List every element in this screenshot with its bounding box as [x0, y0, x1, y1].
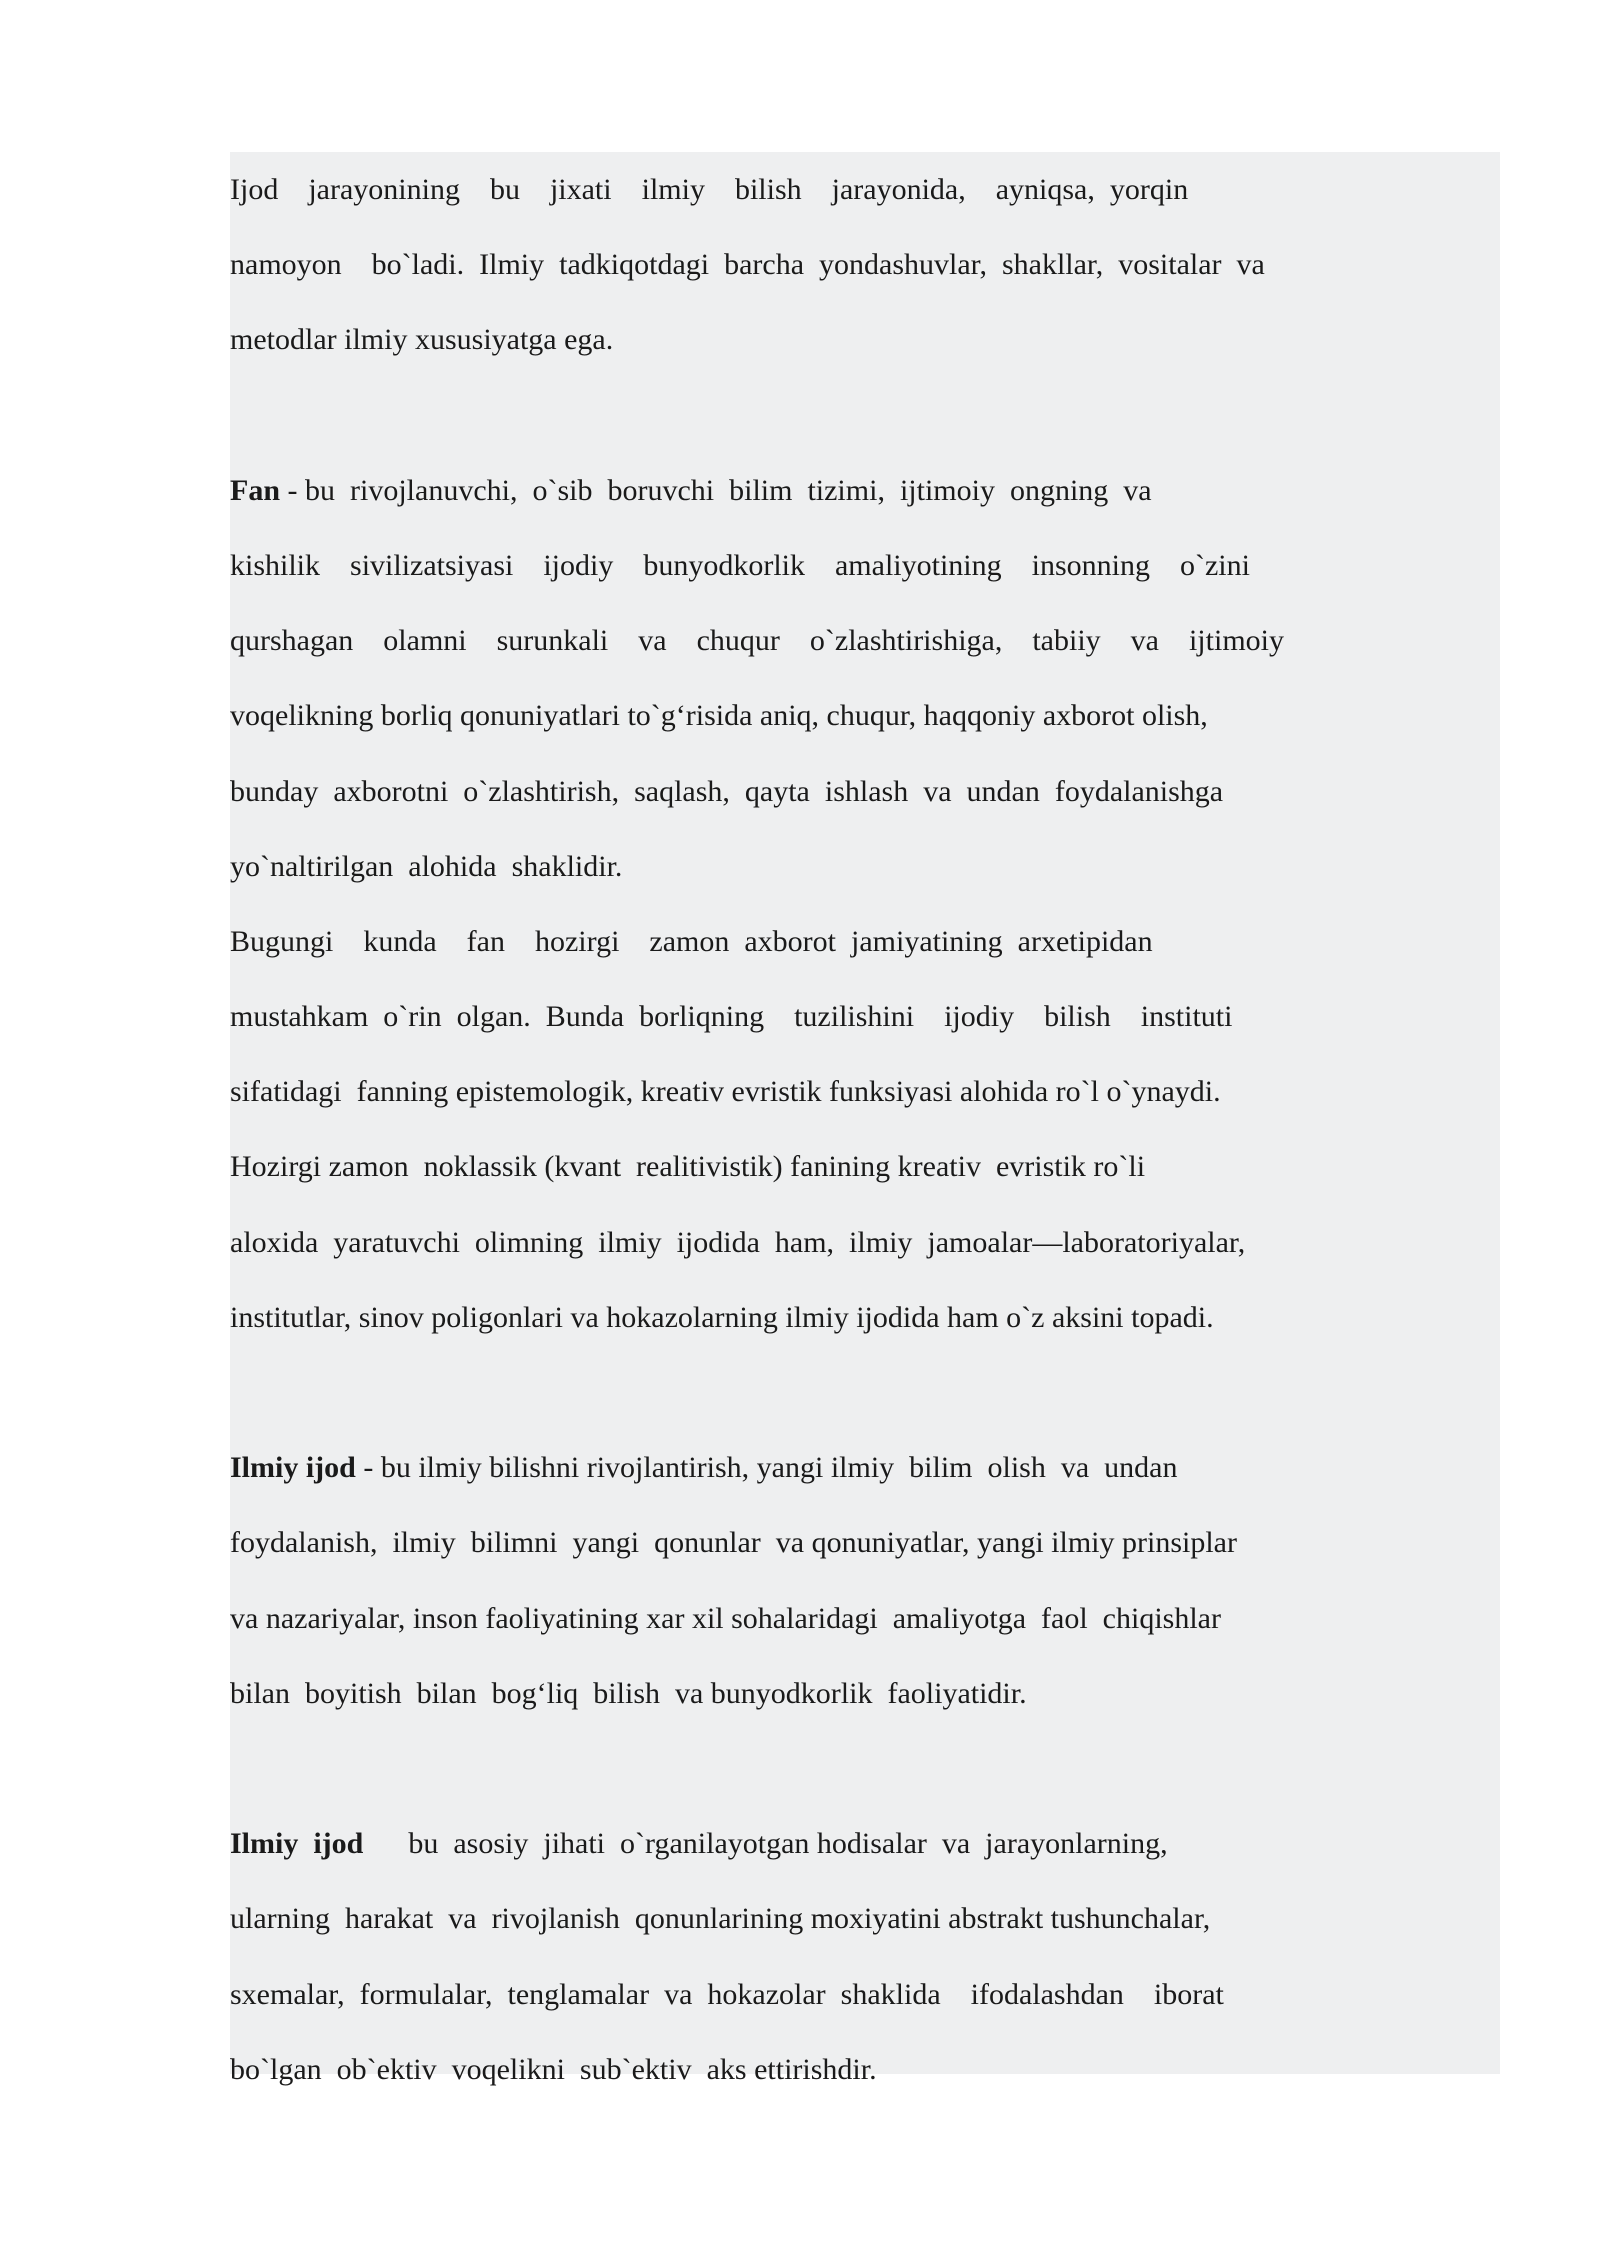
defined-term: Ilmiy ijod: [230, 1827, 364, 1861]
text-line: aloxida yaratuvchi olimning ilmiy ijodida ham, ilmiy jamoalar—laboratoriyalar,: [230, 1225, 1246, 1259]
text-line: [230, 453, 1500, 528]
definition-text: bu asosiy jihati o`rganilayotgan hodisalar va jarayonlarning,: [363, 1827, 1168, 1861]
text-line: yo`naltirilgan alohida shaklidir.: [230, 849, 623, 883]
text-line: namoyon bo`ladi. Ilmiy tadkiqotdagi barcha yondashuvlar, shakllar, vositalar va: [230, 248, 1265, 282]
definition-text: - bu ilmiy bilishni rivojlantirish, yangi ilmiy bilim olish va undan: [355, 1451, 1178, 1485]
blank-line: [230, 1731, 1500, 1806]
text-line: voqelikning borliq qonuniyatlari to`g‘risida aniq, chuqur, haqqoniy axborot olish,: [230, 699, 1208, 733]
defined-term: Ilmiy ijod: [230, 1451, 356, 1485]
text-line: [230, 1430, 1500, 1505]
text-line: institutlar, sinov poligonlari va hokazolarning ilmiy ijodida ham o`z aksini topadi.: [230, 1300, 1214, 1334]
text-line: sifatidagi fanning epistemologik, kreativ evristik funksiyasi alohida ro`l o`ynaydi.: [230, 1075, 1221, 1109]
text-line: bo`lgan ob`ektiv voqelikni sub`ektiv aks ettirishdir.: [230, 2052, 877, 2086]
text-line: bunday axborotni o`zlashtirish, saqlash, qayta ishlash va undan foydalanishga: [230, 774, 1224, 808]
text-line: mustahkam o`rin olgan. Bunda borliqning tuzilishini ijodiy bilish instituti: [230, 1000, 1233, 1034]
text-line: ularning harakat va rivojlanish qonunlarining moxiyatini abstrakt tushunchalar,: [230, 1902, 1211, 1936]
blank-line: [230, 1355, 1500, 1430]
text-line: [230, 1806, 1500, 1881]
document-body: [230, 152, 1500, 2107]
defined-term: Fan: [230, 473, 281, 507]
blank-line: [230, 378, 1500, 453]
text-line: Hozirgi zamon noklassik (kvant realitivistik) fanining kreativ evristik ro`li: [230, 1150, 1146, 1184]
text-line: qurshagan olamni surunkali va chuqur o`zlashtirishiga, tabiiy va ijtimoiy: [230, 624, 1284, 658]
text-line: Ijod jarayonining bu jixati ilmiy bilish jarayonida, ayniqsa, yorqin: [230, 173, 1189, 206]
text-line: Bugungi kunda fan hozirgi zamon axborot jamiyatining arxetipidan: [230, 924, 1153, 958]
text-line: va nazariyalar, inson faoliyatining xar xil sohalaridagi amaliyotga faol chiqishlar: [230, 1601, 1221, 1635]
text-line: bilan boyitish bilan bog‘liq bilish va bunyodkorlik faoliyatidir.: [230, 1676, 1027, 1710]
text-line: foydalanish, ilmiy bilimni yangi qonunlar va qonuniyatlar, yangi ilmiy prinsiplar: [230, 1526, 1237, 1560]
text-line: sxemalar, formulalar, tenglamalar va hokazolar shaklida ifodalashdan iborat: [230, 1977, 1224, 2011]
text-line: metodlar ilmiy xususiyatga ega.: [230, 323, 614, 357]
text-line: kishilik sivilizatsiyasi ijodiy bunyodkorlik amaliyotining insonning o`zini: [230, 548, 1250, 582]
definition-text: - bu rivojlanuvchi, o`sib boruvchi bilim tizimi, ijtimoiy ongning va: [280, 473, 1152, 507]
